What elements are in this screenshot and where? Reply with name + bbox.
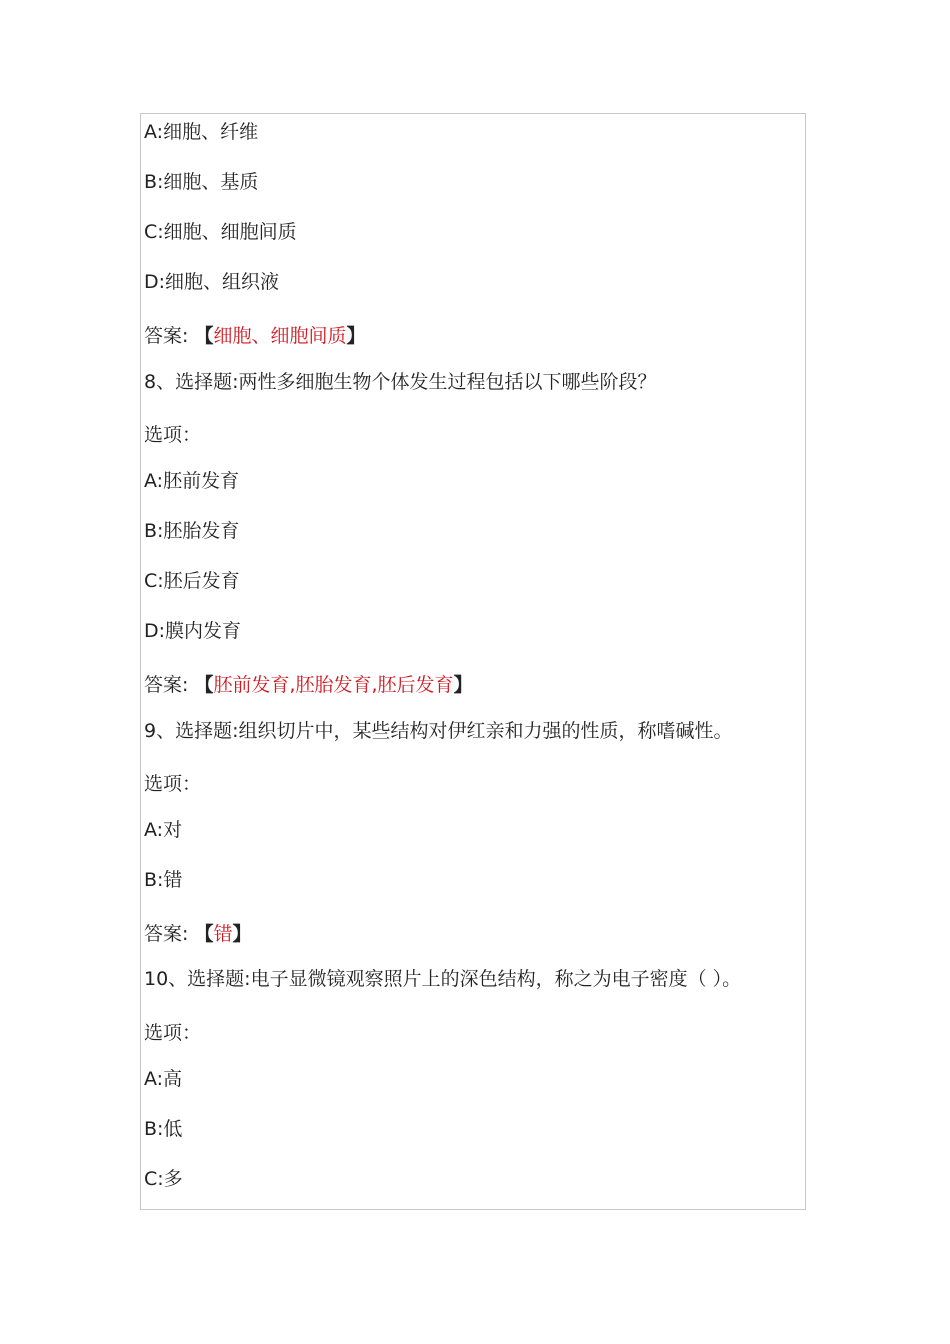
q9-question: 9、选择题:组织切片中，某些结构对伊红亲和力强的性质，称嗜碱性。 [144,720,733,742]
answer-close-bracket: 】 [346,325,366,347]
q8-option-a: A:胚前发育 [144,470,240,492]
answer-value: 错 [213,923,233,945]
answer-open-bracket: 【 [194,923,214,945]
q9-answer [144,921,252,947]
q9-option-b: B:错 [144,869,183,891]
q10-question: 10、选择题:电子显微镜观察照片上的深色结构，称之为电子密度（ ）。 [144,968,742,990]
q10-option-c: C:多 [144,1168,183,1190]
q8-answer [144,672,473,698]
q7-option-b: B:细胞、基质 [144,171,259,193]
q9-options-label: 选项： [144,773,202,795]
q8-question: 8、选择题:两性多细胞生物个体发生过程包括以下哪些阶段？ [144,371,657,393]
answer-close-bracket: 】 [232,923,252,945]
q10-option-b: B:低 [144,1118,183,1140]
q8-options-label: 选项： [144,424,202,446]
q8-option-d: D:膜内发育 [144,620,242,642]
q7-option-a: A:细胞、纤维 [144,121,259,143]
q8-option-b: B:胚胎发育 [144,520,240,542]
answer-close-bracket: 】 [453,674,473,696]
answer-value: 细胞、细胞间质 [213,325,347,347]
q7-answer [144,323,366,349]
q7-option-c: C:细胞、细胞间质 [144,221,297,243]
q8-option-c: C:胚后发育 [144,570,240,592]
q10-option-a: A:高 [144,1068,183,1090]
answer-label: 答案: [144,325,189,347]
answer-label: 答案: [144,923,189,945]
answer-open-bracket: 【 [194,674,214,696]
q7-option-d: D:细胞、组织液 [144,271,280,293]
answer-label: 答案: [144,674,189,696]
q10-options-label: 选项： [144,1022,202,1044]
q9-option-a: A:对 [144,819,183,841]
answer-open-bracket: 【 [194,325,214,347]
answer-value: 胚前发育,胚胎发育,胚后发育 [213,674,454,696]
